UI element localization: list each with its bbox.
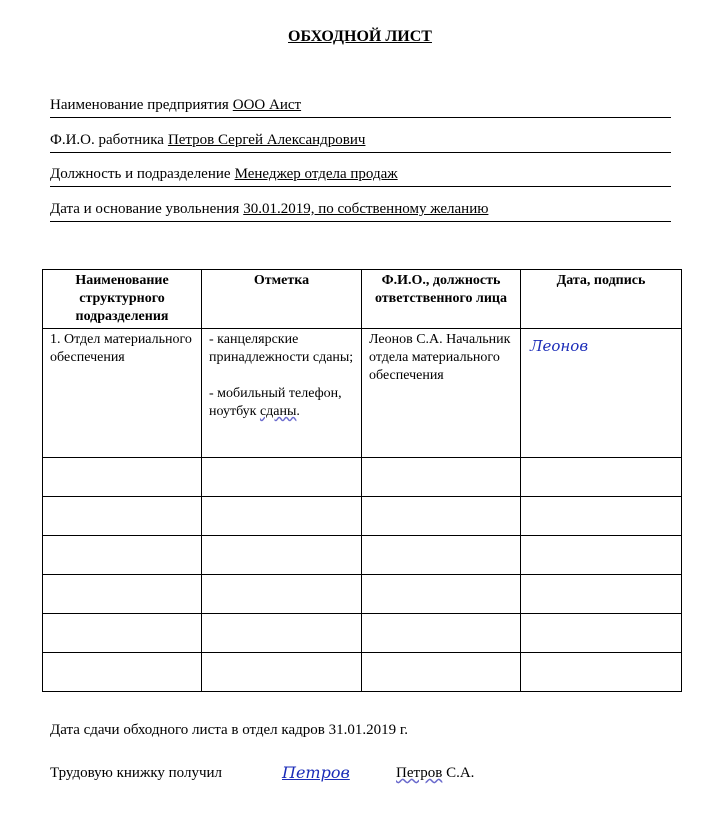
- mark-item-text: - мобильный телефон, ноутбук: [209, 386, 342, 419]
- cell-department: 1. Отдел материального обеспечения: [43, 329, 202, 458]
- table-row: [43, 614, 682, 653]
- cell-mark: [202, 329, 362, 458]
- empty-cell: [362, 653, 521, 692]
- field-position: [50, 166, 671, 187]
- empty-cell: [43, 536, 202, 575]
- field-employee-value: Петров Сергей Александрович: [167, 132, 366, 148]
- field-position-value: Менеджер отдела продаж: [234, 166, 398, 182]
- empty-cell: [202, 536, 362, 575]
- field-company-label: Наименование предприятия: [50, 97, 229, 113]
- mark-item: - канцелярские принадлежности сданы;: [209, 332, 354, 365]
- submission-line: Дата сдачи обходного листа в отдел кадров 31.01.2019 г.: [50, 722, 409, 738]
- handwritten-signature: Петров: [282, 763, 350, 782]
- empty-cell: [521, 458, 682, 497]
- empty-cell: [202, 575, 362, 614]
- empty-cell: [43, 458, 202, 497]
- mark-item-end: сданы: [259, 404, 297, 419]
- table-row: [43, 497, 682, 536]
- field-dismissal-label: Дата и основание увольнения: [50, 201, 240, 217]
- empty-cell: [43, 653, 202, 692]
- empty-cell: [362, 497, 521, 536]
- empty-cell: [202, 497, 362, 536]
- table-header-row: [43, 270, 682, 329]
- field-employee: [50, 132, 671, 153]
- empty-cell: [43, 575, 202, 614]
- header-date-signature: Дата, подпись: [521, 270, 682, 329]
- empty-cell: [521, 536, 682, 575]
- recipient-name: [396, 765, 474, 782]
- field-dismissal: [50, 201, 671, 222]
- empty-cell: [362, 575, 521, 614]
- recipient-surname: Петров: [396, 765, 443, 781]
- empty-cell: [521, 614, 682, 653]
- empty-cell: [521, 497, 682, 536]
- header-department: Наименование структурного подразделения: [43, 270, 202, 329]
- clearance-table: [42, 269, 682, 692]
- field-employee-label: Ф.И.О. работника: [50, 132, 164, 148]
- field-dismissal-value: 30.01.2019, по собственному желанию: [243, 201, 489, 217]
- table-row: [43, 653, 682, 692]
- header-responsible: Ф.И.О., должность ответственного лица: [362, 270, 521, 329]
- mark-item-period: .: [296, 404, 300, 419]
- received-label: Трудовую книжку получил: [50, 765, 223, 781]
- table-row: [43, 458, 682, 497]
- empty-cell: [43, 497, 202, 536]
- empty-cell: [362, 458, 521, 497]
- handwritten-signature: Леонов: [530, 337, 589, 355]
- header-mark: Отметка: [202, 270, 362, 329]
- empty-cell: [202, 614, 362, 653]
- empty-cell: [43, 614, 202, 653]
- empty-cell: [521, 575, 682, 614]
- field-company-value: ООО Аист: [232, 97, 302, 113]
- empty-cell: [362, 614, 521, 653]
- table-row: [43, 329, 682, 458]
- empty-cell: [362, 536, 521, 575]
- empty-cell: [521, 653, 682, 692]
- empty-cell: [202, 653, 362, 692]
- document-title: ОБХОДНОЙ ЛИСТ: [288, 28, 432, 45]
- empty-cell: [202, 458, 362, 497]
- field-position-label: Должность и подразделение: [50, 166, 231, 182]
- recipient-initials: С.А.: [442, 765, 475, 781]
- table-row: [43, 575, 682, 614]
- field-company: [50, 97, 671, 118]
- cell-responsible: Леонов С.А. Начальник отдела материального обеспечения: [362, 329, 521, 458]
- mark-item: [209, 385, 354, 421]
- cell-signature: [521, 329, 682, 458]
- table-row: [43, 536, 682, 575]
